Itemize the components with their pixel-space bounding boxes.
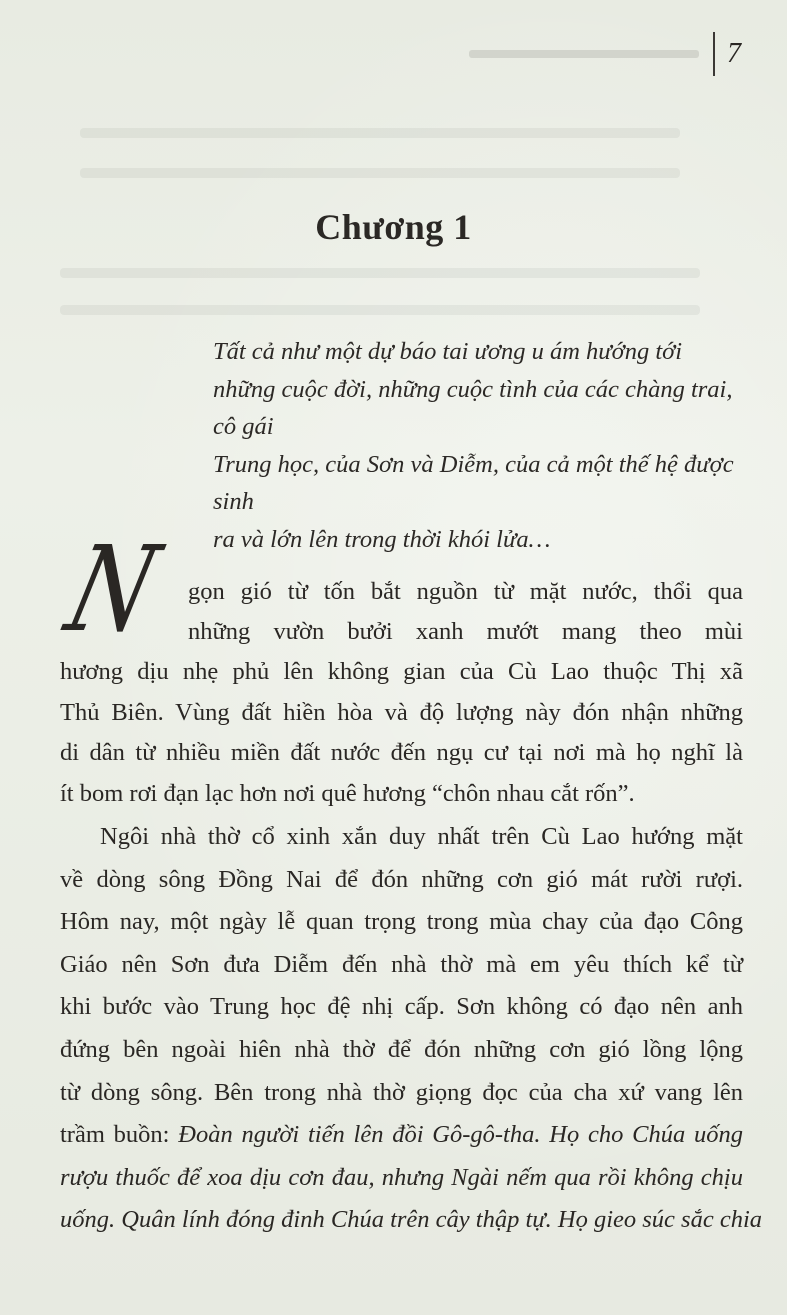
paragraph-line: Giáo nên Sơn đưa Diễm đến nhà thờ mà em yêu thích kể từ: [60, 950, 743, 978]
header-divider: [713, 32, 715, 76]
chapter-title: Chương 1: [315, 207, 472, 247]
paragraph-line: ít bom rơi đạn lạc hơn nơi quê hương “chôn nhau cắt rốn”.: [60, 779, 635, 807]
epigraph-line: ra và lớn lên trong thời khói lửa…: [213, 525, 551, 553]
bleed-through-line: [80, 128, 680, 138]
epigraph-line: Trung học, của Sơn và Diễm, của cả một thế hệ được sinh: [213, 450, 734, 515]
scripture-quote: Đoàn người tiến lên đồi Gô-gô-tha. Họ cho Chúa uống: [178, 1121, 743, 1149]
page-number: 7: [727, 38, 741, 69]
bleed-through-line: [60, 305, 700, 315]
scripture-quote-line: rượu thuốc để xoa dịu cơn đau, nhưng Ngài nếm qua rồi không chịu: [60, 1163, 743, 1191]
paragraph-line: khi bước vào Trung học đệ nhị cấp. Sơn không có đạo nên anh: [60, 993, 743, 1021]
paragraph-line: từ dòng sông. Bên trong nhà thờ giọng đọc của cha xứ vang lên: [60, 1078, 743, 1106]
scripture-quote-line: uống. Quân lính đóng đinh Chúa trên cây thập tự. Họ gieo súc sắc chia: [60, 1206, 763, 1234]
paragraph-1: [60, 654, 743, 816]
drop-cap: [55, 520, 171, 658]
line-plain-segment: trầm buồn:: [60, 1121, 179, 1149]
running-header: [469, 34, 741, 74]
bleed-through-line: [80, 168, 680, 178]
paragraph-line: hương dịu nhẹ phủ lên không gian của Cù Lao thuộc Thị xã: [60, 658, 743, 685]
drop-cap-letter: N: [55, 520, 171, 658]
paragraph-line: về dòng sông Đồng Nai để đón những cơn gió mát rười rượi.: [60, 865, 743, 893]
paragraph-line: gọn gió từ tốn bắt nguồn từ mặt nước, thổi qua: [188, 578, 743, 605]
paragraph-line: Hôm nay, một ngày lễ quan trọng trong mùa chay của đạo Công: [60, 908, 743, 936]
paragraph-line: Thủ Biên. Vùng đất hiền hòa và độ lượng này đón nhận những: [60, 698, 743, 726]
paragraph-line: những vườn bưởi xanh mướt mang theo mùi: [188, 618, 743, 645]
running-header-faded-text: [469, 50, 699, 58]
bleed-through-line: [60, 268, 700, 278]
epigraph-line: những cuộc đời, những cuộc tình của các chàng trai, cô gái: [213, 375, 733, 440]
epigraph-line: Tất cả như một dự báo tai ương u ám hướng tới: [213, 338, 683, 365]
paragraph-line: đứng bên ngoài hiên nhà thờ để đón những cơn gió lồng lộng: [60, 1035, 743, 1063]
paragraph-line: Ngôi nhà thờ cổ xinh xắn duy nhất trên Cù Lao hướng mặt: [100, 823, 743, 850]
paragraph-2: [60, 819, 763, 1245]
paragraph-line: di dân từ nhiều miền đất nước đến ngụ cư tại nơi mà họ nghĩ là: [60, 739, 743, 766]
epigraph: [213, 333, 741, 558]
paragraph-line: [60, 1117, 743, 1153]
